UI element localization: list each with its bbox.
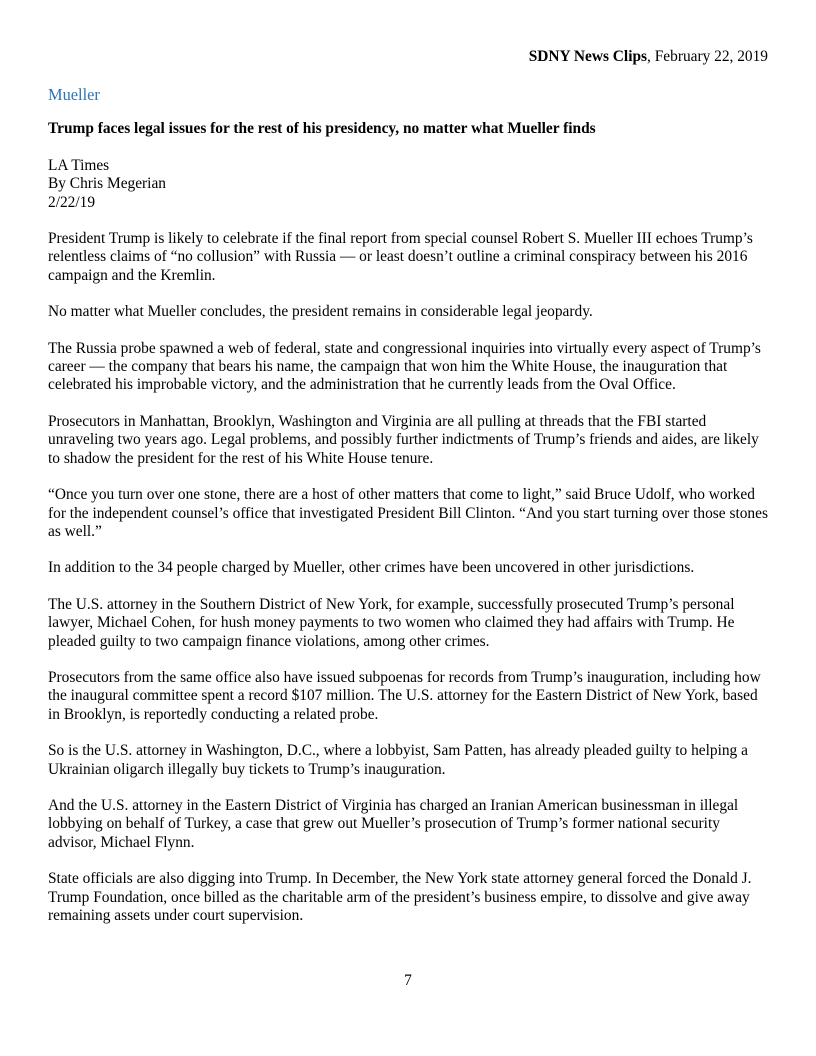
paragraph: No matter what Mueller concludes, the president remains in considerable legal jeopardy. (48, 303, 593, 321)
paragraph: Prosecutors in Manhattan, Brooklyn, Washington and Virginia are all pulling at threads that the FBI started unraveling two years ago. Legal problems, and possibly further indictments of Trump’s friends and aides, are likely to shadow the president for the rest of his White House tenure. (48, 412, 759, 467)
page-number: 7 (404, 972, 412, 989)
page-header (529, 48, 768, 66)
article-source: LA Times (48, 156, 110, 174)
paragraph: In addition to the 34 people charged by Mueller, other crimes have been uncovered in other jurisdictions. (48, 559, 695, 577)
byline (48, 157, 770, 212)
document-body (48, 86, 770, 943)
header-date: , February 22, 2019 (647, 48, 768, 65)
publication-name: SDNY News Clips (528, 48, 648, 65)
paragraph: State officials are also digging into Trump. In December, the New York state attorney general forced the Donald J. Trump Foundation, once billed as the charitable arm of the president’s business empire, to dissolve and give away remaining assets under court supervision. (48, 870, 752, 924)
section-heading: Mueller (48, 85, 100, 104)
paragraph: So is the U.S. attorney in Washington, D.C., where a lobbyist, Sam Patten, has already pleaded guilty to helping a Ukrainian oligarch illegally buy tickets to Trump’s inauguration. (48, 742, 748, 778)
article-date: 2/22/19 (48, 193, 96, 211)
paragraph: The Russia probe spawned a web of federal, state and congressional inquiries into virtually every aspect of Trump’s career — the company that bears his name, the campaign that won him the White House, the inauguration that celebrated his improbable victory, and the administration that he currently leads from the Oval Office. (48, 339, 761, 394)
article-author: By Chris Megerian (48, 175, 166, 193)
article-headline: Trump faces legal issues for the rest of his presidency, no matter what Mueller finds (48, 120, 596, 138)
paragraph: President Trump is likely to celebrate if the final report from special counsel Robert S. Mueller III echoes Trump’s relentless claims of “no collusion” with Russia — or least doesn’t outline a criminal conspiracy between his 2016 campaign and the Kremlin. (48, 230, 753, 284)
paragraph: The U.S. attorney in the Southern District of New York, for example, successfully prosecuted Trump’s personal lawyer, Michael Cohen, for hush money payments to two women who claimed they had affairs with Trump. He pleaded guilty to two campaign finance violations, among other crimes. (48, 595, 735, 650)
paragraph: Prosecutors from the same office also have issued subpoenas for records from Trump’s inauguration, including how the inaugural committee spent a record $107 million. The U.S. attorney for the Eastern District of New York, based in Brooklyn, is reportedly conducting a related probe. (48, 668, 761, 723)
paragraph: “Once you turn over one stone, there are a host of other matters that come to light,” said Bruce Udolf, who worked for the independent counsel’s office that investigated President Bill Clinton. “And you start turning over those stones as well.” (48, 486, 768, 540)
paragraph: And the U.S. attorney in the Eastern District of Virginia has charged an Iranian American businessman in illegal lobbying on behalf of Turkey, a case that grew out Mueller’s prosecution of Trump’s former national security advisor, Michael Flynn. (48, 796, 739, 851)
